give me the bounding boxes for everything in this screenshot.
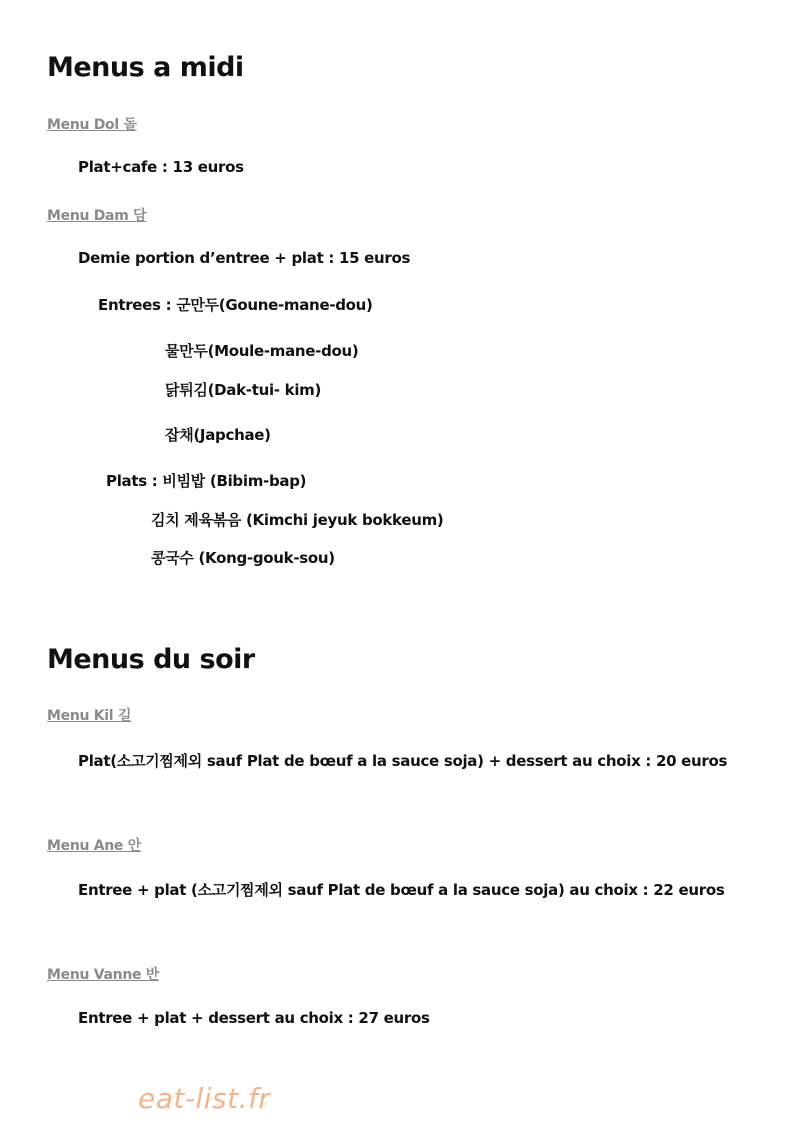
menu-dam-heading: Menu Dam 담 <box>47 208 147 224</box>
menu-vanne-line: Entree + plat + dessert au choix : 27 euros <box>78 1009 430 1027</box>
menu-dol-line: Plat+cafe : 13 euros <box>78 158 244 176</box>
dam-plats-label: Plats : 비빔밥 (Bibim-bap) <box>106 472 307 490</box>
midi-title: Menus a midi <box>47 52 244 83</box>
dam-plat-item: 콩국수 (Kong-gouk-sou) <box>151 549 335 567</box>
dam-plat-item: 김치 제육볶음 (Kimchi jeyuk bokkeum) <box>151 511 444 529</box>
menu-ane-heading: Menu Ane 안 <box>47 838 141 854</box>
dam-entrees-label: Entrees : 군만두(Goune-mane-dou) <box>98 296 373 314</box>
dam-entree-item: 잡채(Japchae) <box>165 426 271 444</box>
watermark-text: eat-list.fr <box>138 1082 271 1115</box>
dam-entree-item: 물만두(Moule-mane-dou) <box>165 342 359 360</box>
menu-dol-heading: Menu Dol 돌 <box>47 117 137 133</box>
menu-vanne-heading: Menu Vanne 반 <box>47 967 159 983</box>
dam-entree-item: 닭튀김(Dak-tui- kim) <box>165 381 322 399</box>
menu-kil-line: Plat(소고기찜제외 sauf Plat de bœuf a la sauce soja) + dessert au choix : 20 euros <box>78 752 728 770</box>
soir-title: Menus du soir <box>47 644 255 675</box>
menu-dam-line: Demie portion d’entree + plat : 15 euros <box>78 249 411 267</box>
menu-kil-heading: Menu Kil 길 <box>47 708 132 724</box>
menu-ane-line: Entree + plat (소고기찜제외 sauf Plat de bœuf a la sauce soja) au choix : 22 euros <box>78 881 725 899</box>
